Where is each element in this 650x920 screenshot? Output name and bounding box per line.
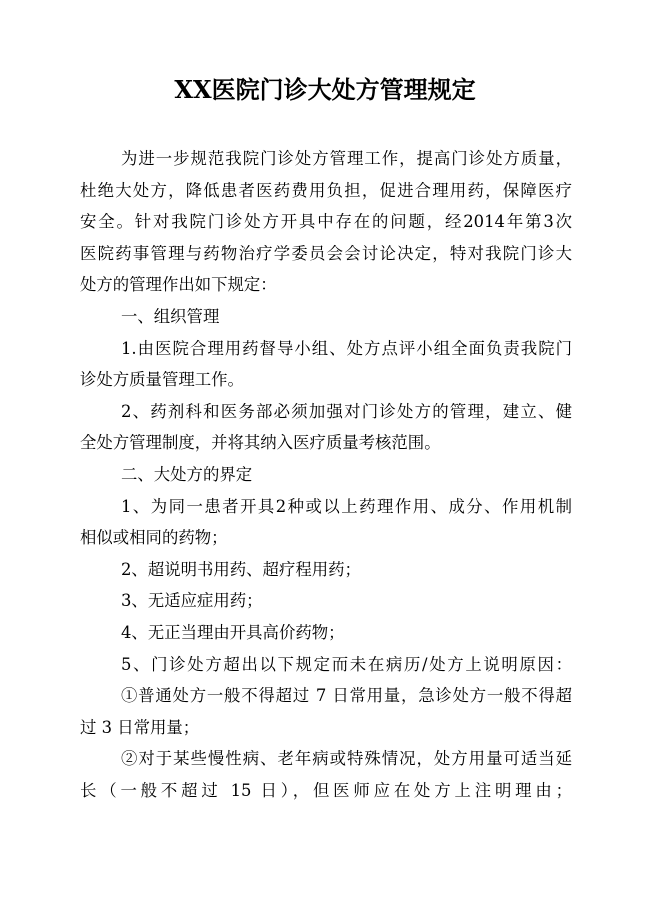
- paragraph-line: ②对于某些慢性病、老年病或特殊情况，处方用量可适当延: [121, 749, 572, 769]
- paragraph-line: 为进一步规范我院门诊处方管理工作，提高门诊处方质量，: [121, 149, 572, 168]
- paragraph-line: 2、超说明书用药、超疗程用药；: [121, 559, 361, 579]
- paragraph-line: 2、药剂科和医务部必须加强对门诊处方的管理，建立、健: [121, 401, 572, 421]
- section-heading: 二、大处方的界定: [121, 464, 253, 484]
- paragraph-line: 1.由医院合理用药督导小组、处方点评小组全面负责我院门: [121, 338, 572, 358]
- paragraph-line: 相似或相同的药物；: [80, 528, 228, 548]
- paragraph-line: 5、门诊处方超出以下规定而未在病历/处方上说明原因：: [121, 654, 572, 674]
- paragraph-line: ①普通处方一般不得超过 7 日常用量，急诊处方一般不得超: [121, 686, 572, 706]
- paragraph-line: 杜绝大处方，降低患者医药费用负担，促进合理用药，保障医疗: [80, 180, 572, 200]
- paragraph-line: 3、无适应症用药；: [121, 591, 263, 611]
- paragraph-line: 长（一般不超过 15 日），但医师应在处方上注明理由；: [80, 780, 572, 800]
- paragraph-line: 全处方管理制度，并将其纳入医疗质量考核范围。: [80, 433, 441, 453]
- paragraph-line: 过 3 日常用量；: [80, 717, 200, 737]
- paragraph-line: 1、为同一患者开具2种或以上药理作用、成分、作用机制: [121, 496, 572, 516]
- paragraph-line: 处方的管理作出如下规定：: [80, 275, 277, 295]
- paragraph-line: 安全。针对我院门诊处方开具中存在的问题，经2014年第3次: [80, 212, 572, 232]
- paragraph-line: 医院药事管理与药物治疗学委员会会讨论决定，特对我院门诊大: [80, 243, 572, 263]
- document-body: [80, 143, 572, 806]
- document-title: XX医院门诊大处方管理规定: [174, 75, 476, 104]
- paragraph-line: 4、无正当理由开具高价药物；: [121, 622, 345, 642]
- paragraph-line: 诊处方质量管理工作。: [80, 370, 244, 390]
- section-heading: 一、组织管理: [121, 306, 220, 326]
